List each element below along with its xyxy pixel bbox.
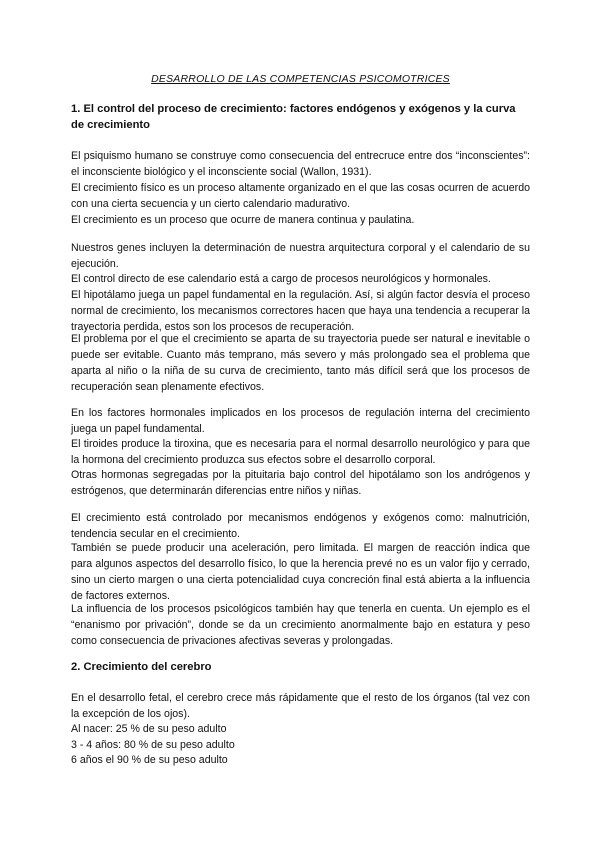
paragraph: El crecimiento está controlado por mecanismos endógenos y exógenos como: malnutrición, tendencia secular en el crecimiento. [71,512,530,540]
section-2-heading: 2. Crecimiento del cerebro [71,661,212,673]
section-1-heading [71,101,530,133]
paragraph: En los factores hormonales implicados en los procesos de regulación interna del crecimiento juega un papel fundamental. [71,407,530,435]
section-1-heading-line-1: 1. El control del proceso de crecimiento: factores endógenos y exógenos y la curva [71,103,516,115]
paragraph: Otras hormonas segregadas por la pituitaria bajo control del hipotálamo son los andrógenos y estrógenos, que determinarán diferencias entre niños y niñas. [71,469,530,497]
paragraph: En el desarrollo fetal, el cerebro crece más rápidamente que el resto de los órganos (tal vez con la excepción de los ojos). [71,692,530,720]
paragraph: Nuestros genes incluyen la determinación de nuestra arquitectura corporal y el calendario de su ejecución. [71,242,530,270]
paragraph: El tiroides produce la tiroxina, que es necesaria para el normal desarrollo neurológico y para que la hormona del crecimiento produzca sus efectos sobre el desarrollo corporal. [71,438,530,466]
paragraph: También se puede producir una aceleración, pero limitada. El margen de reacción indica que para algunos aspectos del desarrollo físico, lo que la herencia prevé no es un valor fijo y cerrado, sino un cierto margen o una cierta potencialidad cuya concreción final está abierta a la influencia de factores externos. [71,542,530,602]
paragraph: El psiquismo humano se construye como consecuencia del entrecruce entre dos “inconscientes”: el inconsciente biológico y el inconsciente social (Wallon, 1931). [71,150,530,178]
paragraph: El problema por el que el crecimiento se aparta de su trayectoria puede ser natural e inevitable o puede ser evitable. Cuanto más temprano, más severo y más prolongado sea el problema que aparta al niño o la niña de su curva de crecimiento, tanto más difícil será que los procesos de recuperación sean plenamente efectivos. [71,333,530,393]
document-title: DESARROLLO DE LAS COMPETENCIAS PSICOMOTRICES [151,73,450,85]
paragraph: El hipotálamo juega un papel fundamental en la regulación. Así, si algún factor desvía el proceso normal de crecimiento, los mecanismos correctores hacen que haya una tendencia a recuperar la trayectoria perdida, estos son los procesos de recuperación. [71,289,530,333]
paragraph: El crecimiento es un proceso que ocurre de manera continua y paulatina. [71,214,415,226]
list-item: 3 - 4 años: 80 % de su peso adulto [71,739,235,751]
paragraph: El crecimiento físico es un proceso altamente organizado en el que las cosas ocurren de acuerdo con una cierta secuencia y un cierto calendario madurativo. [71,182,530,210]
paragraph: El control directo de ese calendario está a cargo de procesos neurológicos y hormonales. [71,273,491,285]
section-1-heading-line-2: de crecimiento [71,119,150,131]
list-item: Al nacer: 25 % de su peso adulto [71,723,227,735]
list-item: 6 años el 90 % de su peso adulto [71,754,228,766]
paragraph: La influencia de los procesos psicológicos también hay que tenerla en cuenta. Un ejemplo es el “enanismo por privación”, donde se da un crecimiento anormalmente bajo en estatura y peso como consecuencia de privaciones afectivas severas y prolongadas. [71,603,530,647]
